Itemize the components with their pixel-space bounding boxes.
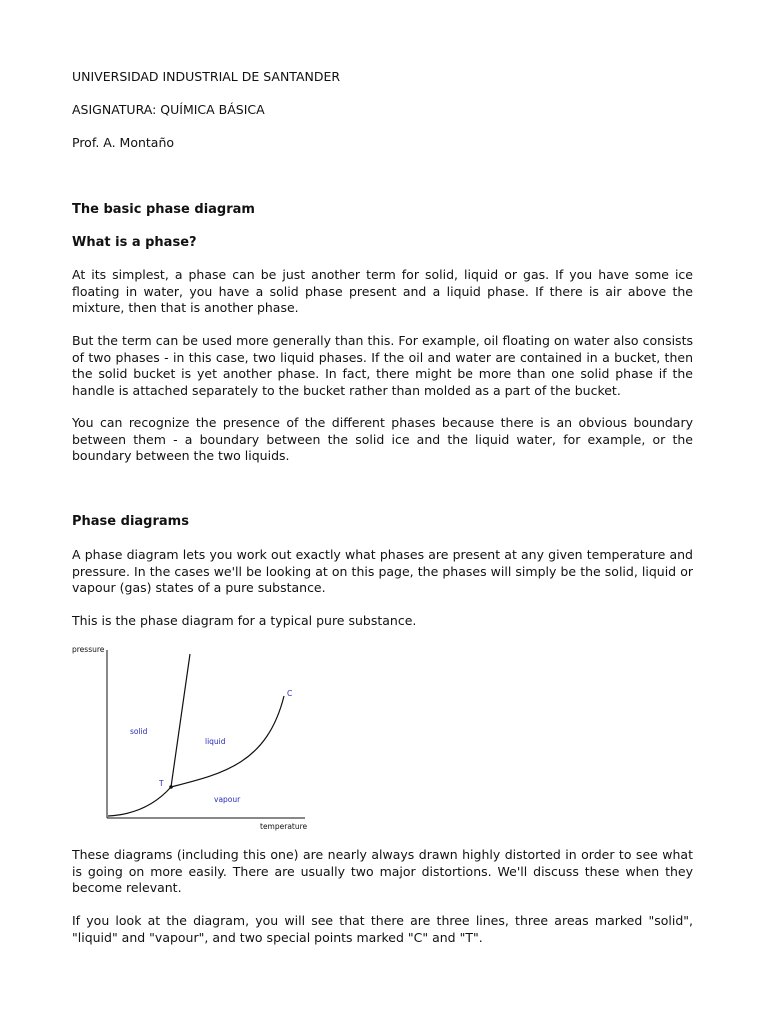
vaporization-curve (171, 696, 284, 787)
critical-point-label: C (287, 689, 293, 698)
y-axis-label: pressure (72, 645, 105, 654)
triple-point-label: T (159, 779, 164, 788)
fusion-curve (171, 654, 190, 787)
x-axis-label: temperature (260, 822, 308, 831)
region-solid-label: solid (130, 727, 148, 736)
triple-point-marker (169, 785, 173, 789)
paragraph-diagram-distortions: These diagrams (including this one) are nearly always drawn highly distorted in order to see what is going on more easily. There are usually two major distortions. We'll discuss these when they become relevant. (72, 847, 693, 895)
professor-name: Prof. A. Montaño (72, 135, 175, 150)
paragraph-phase-general: But the term can be used more generally than this. For example, oil floating on water also consists of two phases - in this case, two liquid phases. If the oil and water are contained in a bucket, then the solid bucket is yet another phase. In fact, there might be more than one solid phase if the handle is attached separately to the bucket rather than molded as a part of the bucket. (72, 333, 693, 398)
paragraph-diagram-features: If you look at the diagram, you will see that there are three lines, three areas marked "solid", "liquid" and "vapour", and two special points marked "C" and "T". (72, 913, 693, 945)
phase-diagram-figure (72, 642, 312, 832)
paragraph-phase-boundary: You can recognize the presence of the different phases because there is an obvious boundary between them - a boundary between the solid ice and the liquid water, for example, or the boundary between the two liquids. (72, 415, 693, 463)
paragraph-phase-diagram-intro: A phase diagram lets you work out exactly what phases are present at any given temperature and pressure. In the cases we'll be looking at on this page, the phases will simply be the solid, liquid or vapour (gas) states of a pure substance. (72, 547, 693, 595)
paragraph-diagram-caption: This is the phase diagram for a typical pure substance. (72, 613, 417, 628)
region-vapour-label: vapour (214, 795, 241, 804)
section-title-basic-phase-diagram: The basic phase diagram (72, 202, 255, 217)
section-subtitle-what-is-a-phase: What is a phase? (72, 235, 197, 250)
section-title-phase-diagrams: Phase diagrams (72, 514, 189, 529)
university-name: UNIVERSIDAD INDUSTRIAL DE SANTANDER (72, 69, 341, 84)
course-name: ASIGNATURA: QUÍMICA BÁSICA (72, 102, 265, 117)
region-liquid-label: liquid (205, 737, 226, 746)
sublimation-curve (108, 787, 171, 816)
paragraph-phase-definition: At its simplest, a phase can be just another term for solid, liquid or gas. If you have some ice floating in water, you have a solid phase present and a liquid phase. If there is air above the mixture, then that is another phase. (72, 267, 693, 315)
